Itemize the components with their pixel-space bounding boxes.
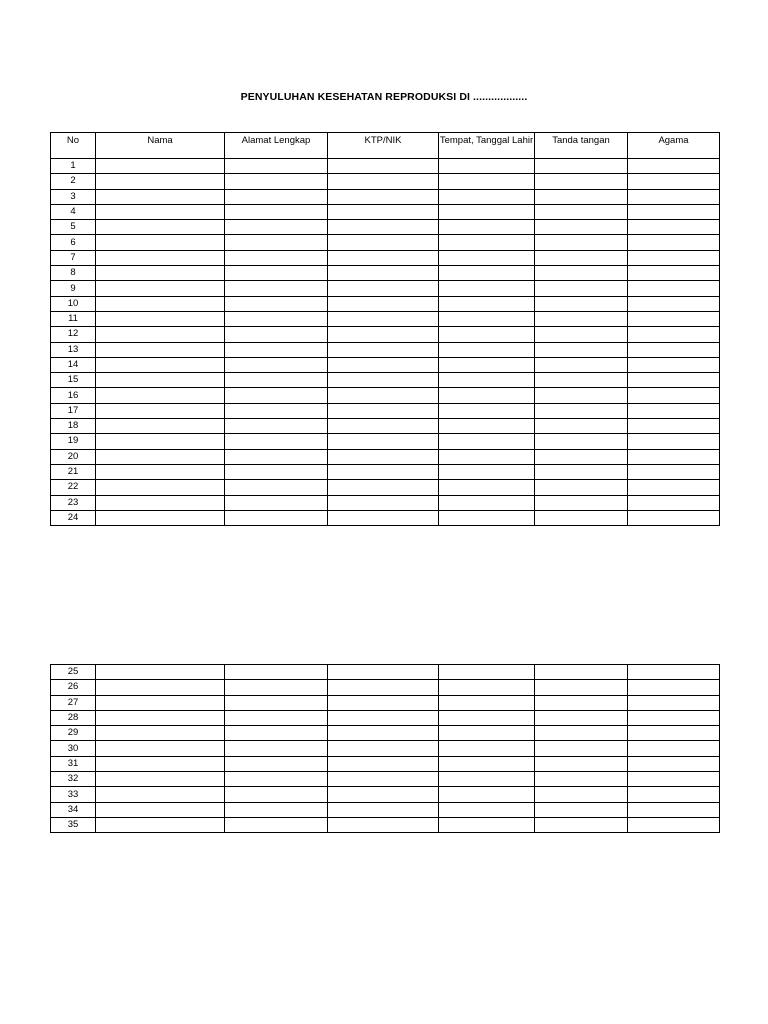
- cell-ktp-nik[interactable]: [328, 311, 439, 326]
- table-row: [51, 680, 720, 695]
- cell-tanda-tangan[interactable]: [535, 772, 628, 787]
- cell-nama[interactable]: [96, 189, 225, 204]
- cell-tempat-tanggal-lahir[interactable]: [439, 434, 535, 449]
- cell-tanda-tangan[interactable]: [535, 357, 628, 372]
- cell-ktp-nik[interactable]: [328, 787, 439, 802]
- cell-tempat-tanggal-lahir[interactable]: [439, 817, 535, 832]
- cell-tempat-tanggal-lahir[interactable]: [439, 419, 535, 434]
- cell-tempat-tanggal-lahir[interactable]: [439, 510, 535, 525]
- cell-agama[interactable]: [628, 741, 720, 756]
- cell-ktp-nik[interactable]: [328, 726, 439, 741]
- cell-ktp-nik[interactable]: [328, 756, 439, 771]
- cell-tanda-tangan[interactable]: [535, 680, 628, 695]
- cell-ktp-nik[interactable]: [328, 510, 439, 525]
- cell-tanda-tangan[interactable]: [535, 296, 628, 311]
- row-number: 12: [51, 327, 96, 342]
- cell-tanda-tangan[interactable]: [535, 403, 628, 418]
- document-title: PENYULUHAN KESEHATAN REPRODUKSI DI ..................: [240, 91, 528, 103]
- table-row: [51, 787, 720, 802]
- cell-tempat-tanggal-lahir[interactable]: [439, 741, 535, 756]
- table-row: [51, 695, 720, 710]
- cell-agama[interactable]: [628, 449, 720, 464]
- cell-ktp-nik[interactable]: [328, 189, 439, 204]
- cell-tempat-tanggal-lahir[interactable]: [439, 449, 535, 464]
- cell-nama[interactable]: [96, 680, 225, 695]
- row-number: 23: [51, 495, 96, 510]
- cell-ktp-nik[interactable]: [328, 480, 439, 495]
- cell-nama[interactable]: [96, 250, 225, 265]
- cell-tanda-tangan[interactable]: [535, 802, 628, 817]
- table-row: [51, 741, 720, 756]
- cell-tanda-tangan[interactable]: [535, 710, 628, 725]
- cell-tempat-tanggal-lahir[interactable]: [439, 403, 535, 418]
- cell-nama[interactable]: [96, 756, 225, 771]
- row-number: 14: [51, 357, 96, 372]
- header-ktp-nik: KTP/NIK: [328, 133, 439, 159]
- cell-nama[interactable]: [96, 710, 225, 725]
- row-number: 24: [51, 510, 96, 525]
- cell-tempat-tanggal-lahir[interactable]: [439, 311, 535, 326]
- cell-nama[interactable]: [96, 817, 225, 832]
- cell-alamat-lengkap[interactable]: [225, 695, 328, 710]
- cell-tempat-tanggal-lahir[interactable]: [439, 357, 535, 372]
- row-number: 25: [51, 665, 96, 680]
- cell-nama[interactable]: [96, 741, 225, 756]
- cell-tanda-tangan[interactable]: [535, 342, 628, 357]
- cell-nama[interactable]: [96, 357, 225, 372]
- cell-alamat-lengkap[interactable]: [225, 311, 328, 326]
- cell-agama[interactable]: [628, 235, 720, 250]
- row-number: 19: [51, 434, 96, 449]
- cell-ktp-nik[interactable]: [328, 495, 439, 510]
- cell-ktp-nik[interactable]: [328, 449, 439, 464]
- cell-ktp-nik[interactable]: [328, 220, 439, 235]
- cell-tanda-tangan[interactable]: [535, 373, 628, 388]
- table-row: [51, 296, 720, 311]
- cell-agama[interactable]: [628, 802, 720, 817]
- cell-tanda-tangan[interactable]: [535, 250, 628, 265]
- cell-tanda-tangan[interactable]: [535, 220, 628, 235]
- cell-nama[interactable]: [96, 403, 225, 418]
- cell-nama[interactable]: [96, 296, 225, 311]
- cell-alamat-lengkap[interactable]: [225, 174, 328, 189]
- header-no: No: [51, 133, 96, 159]
- cell-nama[interactable]: [96, 174, 225, 189]
- cell-alamat-lengkap[interactable]: [225, 266, 328, 281]
- row-number: 30: [51, 741, 96, 756]
- cell-alamat-lengkap[interactable]: [225, 817, 328, 832]
- cell-tempat-tanggal-lahir[interactable]: [439, 296, 535, 311]
- row-number: 3: [51, 189, 96, 204]
- cell-nama[interactable]: [96, 220, 225, 235]
- cell-tanda-tangan[interactable]: [535, 695, 628, 710]
- cell-nama[interactable]: [96, 495, 225, 510]
- table-row: [51, 817, 720, 832]
- table-row: [51, 756, 720, 771]
- row-number: 11: [51, 311, 96, 326]
- row-number: 1: [51, 159, 96, 174]
- cell-tanda-tangan[interactable]: [535, 756, 628, 771]
- cell-alamat-lengkap[interactable]: [225, 204, 328, 219]
- cell-alamat-lengkap[interactable]: [225, 373, 328, 388]
- cell-tanda-tangan[interactable]: [535, 281, 628, 296]
- row-number: 17: [51, 403, 96, 418]
- cell-tempat-tanggal-lahir[interactable]: [439, 327, 535, 342]
- row-number: 6: [51, 235, 96, 250]
- header-agama: Agama: [628, 133, 720, 159]
- cell-agama[interactable]: [628, 434, 720, 449]
- cell-nama[interactable]: [96, 510, 225, 525]
- table-row: [51, 204, 720, 219]
- cell-agama[interactable]: [628, 419, 720, 434]
- cell-tempat-tanggal-lahir[interactable]: [439, 220, 535, 235]
- table-row: [51, 510, 720, 525]
- table-row: [51, 342, 720, 357]
- cell-ktp-nik[interactable]: [328, 741, 439, 756]
- cell-tempat-tanggal-lahir[interactable]: [439, 250, 535, 265]
- cell-agama[interactable]: [628, 772, 720, 787]
- cell-ktp-nik[interactable]: [328, 296, 439, 311]
- cell-agama[interactable]: [628, 281, 720, 296]
- cell-alamat-lengkap[interactable]: [225, 419, 328, 434]
- cell-tanda-tangan[interactable]: [535, 464, 628, 479]
- cell-ktp-nik[interactable]: [328, 817, 439, 832]
- cell-agama[interactable]: [628, 266, 720, 281]
- table-row: [51, 480, 720, 495]
- cell-tanda-tangan[interactable]: [535, 510, 628, 525]
- cell-tanda-tangan[interactable]: [535, 235, 628, 250]
- cell-tempat-tanggal-lahir[interactable]: [439, 174, 535, 189]
- cell-tempat-tanggal-lahir[interactable]: [439, 787, 535, 802]
- cell-agama[interactable]: [628, 189, 720, 204]
- cell-nama[interactable]: [96, 373, 225, 388]
- table-row: [51, 665, 720, 680]
- cell-tempat-tanggal-lahir[interactable]: [439, 756, 535, 771]
- row-number: 35: [51, 817, 96, 832]
- cell-nama[interactable]: [96, 802, 225, 817]
- cell-agama[interactable]: [628, 373, 720, 388]
- row-number: 15: [51, 373, 96, 388]
- cell-alamat-lengkap[interactable]: [225, 449, 328, 464]
- cell-tanda-tangan[interactable]: [535, 665, 628, 680]
- cell-tempat-tanggal-lahir[interactable]: [439, 464, 535, 479]
- table-row: [51, 250, 720, 265]
- cell-ktp-nik[interactable]: [328, 680, 439, 695]
- cell-agama[interactable]: [628, 710, 720, 725]
- table-row: [51, 802, 720, 817]
- cell-ktp-nik[interactable]: [328, 802, 439, 817]
- cell-tempat-tanggal-lahir[interactable]: [439, 204, 535, 219]
- row-number: 22: [51, 480, 96, 495]
- cell-tanda-tangan[interactable]: [535, 327, 628, 342]
- cell-ktp-nik[interactable]: [328, 327, 439, 342]
- cell-nama[interactable]: [96, 419, 225, 434]
- table-row: [51, 189, 720, 204]
- cell-alamat-lengkap[interactable]: [225, 342, 328, 357]
- cell-alamat-lengkap[interactable]: [225, 296, 328, 311]
- cell-tanda-tangan[interactable]: [535, 189, 628, 204]
- cell-agama[interactable]: [628, 817, 720, 832]
- cell-tanda-tangan[interactable]: [535, 480, 628, 495]
- cell-tempat-tanggal-lahir[interactable]: [439, 802, 535, 817]
- cell-alamat-lengkap[interactable]: [225, 495, 328, 510]
- table-row: [51, 266, 720, 281]
- table-row: [51, 464, 720, 479]
- cell-tanda-tangan[interactable]: [535, 495, 628, 510]
- cell-alamat-lengkap[interactable]: [225, 388, 328, 403]
- row-number: 10: [51, 296, 96, 311]
- cell-agama[interactable]: [628, 726, 720, 741]
- cell-alamat-lengkap[interactable]: [225, 802, 328, 817]
- cell-tempat-tanggal-lahir[interactable]: [439, 480, 535, 495]
- cell-tanda-tangan[interactable]: [535, 388, 628, 403]
- row-number: 16: [51, 388, 96, 403]
- cell-agama[interactable]: [628, 296, 720, 311]
- cell-tanda-tangan[interactable]: [535, 434, 628, 449]
- cell-ktp-nik[interactable]: [328, 159, 439, 174]
- cell-tanda-tangan[interactable]: [535, 449, 628, 464]
- cell-tempat-tanggal-lahir[interactable]: [439, 373, 535, 388]
- attendance-table-1: [50, 132, 720, 526]
- cell-ktp-nik[interactable]: [328, 373, 439, 388]
- cell-alamat-lengkap[interactable]: [225, 189, 328, 204]
- cell-nama[interactable]: [96, 159, 225, 174]
- cell-tempat-tanggal-lahir[interactable]: [439, 726, 535, 741]
- cell-alamat-lengkap[interactable]: [225, 250, 328, 265]
- cell-agama[interactable]: [628, 495, 720, 510]
- cell-ktp-nik[interactable]: [328, 266, 439, 281]
- row-number: 29: [51, 726, 96, 741]
- cell-nama[interactable]: [96, 342, 225, 357]
- cell-ktp-nik[interactable]: [328, 250, 439, 265]
- cell-ktp-nik[interactable]: [328, 174, 439, 189]
- cell-ktp-nik[interactable]: [328, 388, 439, 403]
- cell-ktp-nik[interactable]: [328, 403, 439, 418]
- cell-agama[interactable]: [628, 388, 720, 403]
- header-nama: Nama: [96, 133, 225, 159]
- row-number: 34: [51, 802, 96, 817]
- cell-tanda-tangan[interactable]: [535, 311, 628, 326]
- cell-alamat-lengkap[interactable]: [225, 327, 328, 342]
- table-row: [51, 373, 720, 388]
- cell-agama[interactable]: [628, 342, 720, 357]
- attendance-table-2: [50, 664, 720, 833]
- cell-alamat-lengkap[interactable]: [225, 710, 328, 725]
- cell-agama[interactable]: [628, 464, 720, 479]
- table-row: [51, 403, 720, 418]
- cell-agama[interactable]: [628, 403, 720, 418]
- cell-tempat-tanggal-lahir[interactable]: [439, 388, 535, 403]
- cell-agama[interactable]: [628, 695, 720, 710]
- cell-agama[interactable]: [628, 756, 720, 771]
- cell-tempat-tanggal-lahir[interactable]: [439, 695, 535, 710]
- cell-agama[interactable]: [628, 204, 720, 219]
- cell-nama[interactable]: [96, 787, 225, 802]
- table-row: [51, 220, 720, 235]
- cell-tempat-tanggal-lahir[interactable]: [439, 680, 535, 695]
- table-row: [51, 419, 720, 434]
- cell-alamat-lengkap[interactable]: [225, 357, 328, 372]
- cell-alamat-lengkap[interactable]: [225, 235, 328, 250]
- table-row: [51, 159, 720, 174]
- table-row: [51, 311, 720, 326]
- cell-ktp-nik[interactable]: [328, 772, 439, 787]
- cell-alamat-lengkap[interactable]: [225, 159, 328, 174]
- cell-alamat-lengkap[interactable]: [225, 480, 328, 495]
- cell-ktp-nik[interactable]: [328, 695, 439, 710]
- cell-nama[interactable]: [96, 695, 225, 710]
- cell-tempat-tanggal-lahir[interactable]: [439, 710, 535, 725]
- cell-tempat-tanggal-lahir[interactable]: [439, 495, 535, 510]
- cell-nama[interactable]: [96, 726, 225, 741]
- table-row: [51, 726, 720, 741]
- row-number: 20: [51, 449, 96, 464]
- cell-ktp-nik[interactable]: [328, 464, 439, 479]
- cell-nama[interactable]: [96, 772, 225, 787]
- cell-nama[interactable]: [96, 311, 225, 326]
- cell-ktp-nik[interactable]: [328, 357, 439, 372]
- cell-nama[interactable]: [96, 327, 225, 342]
- cell-ktp-nik[interactable]: [328, 342, 439, 357]
- cell-ktp-nik[interactable]: [328, 235, 439, 250]
- cell-alamat-lengkap[interactable]: [225, 680, 328, 695]
- cell-alamat-lengkap[interactable]: [225, 220, 328, 235]
- cell-agama[interactable]: [628, 250, 720, 265]
- row-number: 4: [51, 204, 96, 219]
- table-row: [51, 235, 720, 250]
- cell-tanda-tangan[interactable]: [535, 419, 628, 434]
- header-row: [51, 133, 720, 159]
- table-row: [51, 174, 720, 189]
- cell-alamat-lengkap[interactable]: [225, 787, 328, 802]
- cell-tempat-tanggal-lahir[interactable]: [439, 281, 535, 296]
- cell-tempat-tanggal-lahir[interactable]: [439, 772, 535, 787]
- cell-nama[interactable]: [96, 480, 225, 495]
- table-row: [51, 449, 720, 464]
- cell-tanda-tangan[interactable]: [535, 817, 628, 832]
- cell-nama[interactable]: [96, 266, 225, 281]
- row-number: 18: [51, 419, 96, 434]
- cell-tempat-tanggal-lahir[interactable]: [439, 665, 535, 680]
- row-number: 7: [51, 250, 96, 265]
- cell-agama[interactable]: [628, 665, 720, 680]
- cell-alamat-lengkap[interactable]: [225, 281, 328, 296]
- row-number: 5: [51, 220, 96, 235]
- table-row: [51, 281, 720, 296]
- cell-alamat-lengkap[interactable]: [225, 726, 328, 741]
- cell-tanda-tangan[interactable]: [535, 741, 628, 756]
- cell-ktp-nik[interactable]: [328, 419, 439, 434]
- row-number: 31: [51, 756, 96, 771]
- cell-ktp-nik[interactable]: [328, 434, 439, 449]
- cell-tanda-tangan[interactable]: [535, 726, 628, 741]
- row-number: 26: [51, 680, 96, 695]
- cell-alamat-lengkap[interactable]: [225, 464, 328, 479]
- cell-agama[interactable]: [628, 159, 720, 174]
- cell-nama[interactable]: [96, 464, 225, 479]
- row-number: 13: [51, 342, 96, 357]
- table-row: [51, 388, 720, 403]
- row-number: 32: [51, 772, 96, 787]
- cell-nama[interactable]: [96, 434, 225, 449]
- cell-nama[interactable]: [96, 449, 225, 464]
- table-row: [51, 434, 720, 449]
- row-number: 27: [51, 695, 96, 710]
- row-number: 28: [51, 710, 96, 725]
- cell-tanda-tangan[interactable]: [535, 159, 628, 174]
- row-number: 2: [51, 174, 96, 189]
- cell-alamat-lengkap[interactable]: [225, 434, 328, 449]
- cell-alamat-lengkap[interactable]: [225, 741, 328, 756]
- cell-alamat-lengkap[interactable]: [225, 665, 328, 680]
- cell-agama[interactable]: [628, 327, 720, 342]
- table-row: [51, 495, 720, 510]
- cell-alamat-lengkap[interactable]: [225, 403, 328, 418]
- cell-tempat-tanggal-lahir[interactable]: [439, 159, 535, 174]
- cell-ktp-nik[interactable]: [328, 665, 439, 680]
- row-number: 9: [51, 281, 96, 296]
- cell-nama[interactable]: [96, 281, 225, 296]
- cell-tempat-tanggal-lahir[interactable]: [439, 266, 535, 281]
- table-row: [51, 327, 720, 342]
- cell-alamat-lengkap[interactable]: [225, 510, 328, 525]
- cell-tanda-tangan[interactable]: [535, 266, 628, 281]
- cell-tempat-tanggal-lahir[interactable]: [439, 235, 535, 250]
- cell-ktp-nik[interactable]: [328, 281, 439, 296]
- cell-agama[interactable]: [628, 220, 720, 235]
- cell-ktp-nik[interactable]: [328, 204, 439, 219]
- cell-nama[interactable]: [96, 204, 225, 219]
- cell-nama[interactable]: [96, 388, 225, 403]
- table-row: [51, 772, 720, 787]
- cell-tempat-tanggal-lahir[interactable]: [439, 189, 535, 204]
- cell-tempat-tanggal-lahir[interactable]: [439, 342, 535, 357]
- cell-tanda-tangan[interactable]: [535, 204, 628, 219]
- cell-agama[interactable]: [628, 174, 720, 189]
- row-number: 21: [51, 464, 96, 479]
- row-number: 8: [51, 266, 96, 281]
- cell-alamat-lengkap[interactable]: [225, 756, 328, 771]
- cell-agama[interactable]: [628, 311, 720, 326]
- header-tanda-tangan: Tanda tangan: [535, 133, 628, 159]
- cell-agama[interactable]: [628, 357, 720, 372]
- cell-agama[interactable]: [628, 480, 720, 495]
- cell-tanda-tangan[interactable]: [535, 174, 628, 189]
- cell-alamat-lengkap[interactable]: [225, 772, 328, 787]
- header-alamat-lengkap: Alamat Lengkap: [225, 133, 328, 159]
- cell-ktp-nik[interactable]: [328, 710, 439, 725]
- cell-agama[interactable]: [628, 510, 720, 525]
- cell-agama[interactable]: [628, 680, 720, 695]
- header-tempat-tanggal-lahir: Tempat, Tanggal Lahir: [439, 133, 535, 159]
- table-row: [51, 357, 720, 372]
- cell-nama[interactable]: [96, 665, 225, 680]
- cell-agama[interactable]: [628, 787, 720, 802]
- cell-tanda-tangan[interactable]: [535, 787, 628, 802]
- cell-nama[interactable]: [96, 235, 225, 250]
- row-number: 33: [51, 787, 96, 802]
- table-row: [51, 710, 720, 725]
